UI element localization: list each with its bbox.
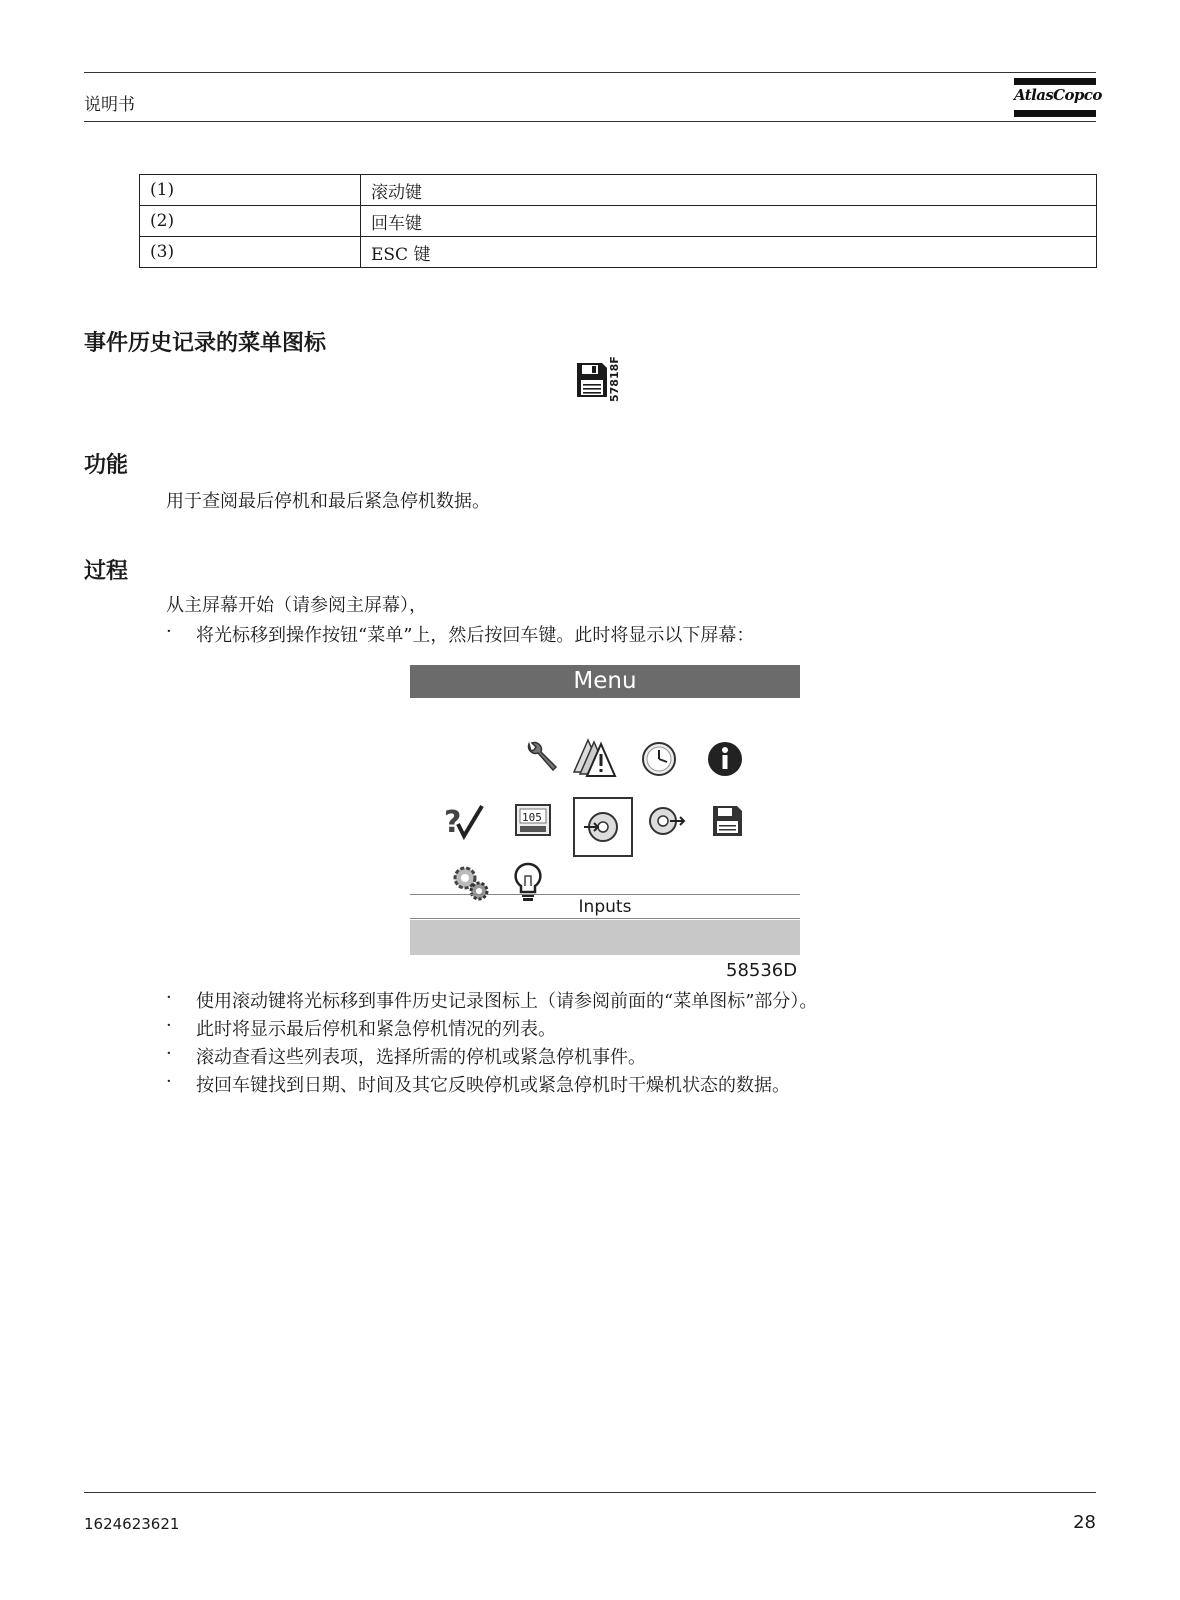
header-top-rule <box>84 72 1096 73</box>
function-description: 用于查阅最后停机和最后紧急停机数据。 <box>166 491 490 512</box>
section-heading-menu-icon: 事件历史记录的菜单图标 <box>84 331 327 356</box>
check-service-icon[interactable] <box>438 794 492 848</box>
bullet-mark: · <box>166 621 172 642</box>
step-text: 使用滚动键将光标移到事件历史记录图标上（请参阅前面的“菜单图标”部分）。 <box>196 991 818 1012</box>
bullet-mark: · <box>166 1043 172 1064</box>
header-bottom-rule <box>84 121 1096 122</box>
bullet-mark: · <box>166 987 172 1008</box>
step-text: 此时将显示最后停机和紧急停机情况的列表。 <box>196 1019 556 1040</box>
svg-text:?: ? <box>444 805 462 840</box>
step-text: 按回车键找到日期、时间及其它反映停机或紧急停机时干燥机状态的数据。 <box>196 1075 790 1096</box>
bullet-mark: · <box>166 1071 172 1092</box>
rotate-arrow-icon[interactable] <box>638 794 692 848</box>
selected-item-label: Inputs <box>578 897 632 917</box>
key-number: (2) <box>140 206 361 237</box>
figure-code: 57818F <box>608 356 621 402</box>
controller-menu-screen <box>410 665 800 955</box>
step-text: 滚动查看这些列表项，选择所需的停机或紧急停机事件。 <box>196 1047 646 1068</box>
clock-icon[interactable] <box>632 732 686 786</box>
screen-figure-code: 58536D <box>726 960 798 981</box>
footer-rule <box>84 1492 1096 1493</box>
table-row <box>140 237 1097 268</box>
inputs-arrow-icon[interactable] <box>576 800 630 854</box>
warning-triangles-icon[interactable] <box>572 732 626 786</box>
info-icon[interactable] <box>698 732 752 786</box>
key-description: ESC 键 <box>361 237 1097 268</box>
key-number: (3) <box>140 237 361 268</box>
document-type-label: 说明书 <box>84 95 135 115</box>
key-number: (1) <box>140 175 361 206</box>
page-number: 28 <box>1073 1512 1096 1533</box>
atlas-copco-logo: AtlasCopco <box>1014 78 1096 120</box>
key-description: 滚动键 <box>361 175 1097 206</box>
document-number: 1624623621 <box>84 1515 180 1533</box>
table-row <box>140 206 1097 237</box>
screen-divider <box>410 894 800 895</box>
counter-display-icon[interactable] <box>507 794 561 848</box>
key-description: 回车键 <box>361 206 1097 237</box>
screen-divider <box>410 918 800 919</box>
svg-text:105: 105 <box>522 811 542 824</box>
keys-table <box>139 174 1097 268</box>
screen-title: Menu <box>410 665 800 698</box>
section-heading-function: 功能 <box>84 453 129 478</box>
section-heading-procedure: 过程 <box>84 559 129 584</box>
table-row <box>140 175 1097 206</box>
screen-button-bar <box>410 920 800 955</box>
bullet-mark: · <box>166 1015 172 1036</box>
floppy-disk-icon <box>576 362 608 398</box>
event-history-figure <box>576 358 636 406</box>
save-disk-icon[interactable] <box>700 794 754 848</box>
menu-icon-grid <box>410 698 800 894</box>
wrench-icon[interactable] <box>515 732 569 786</box>
procedure-intro: 从主屏幕开始（请参阅主屏幕）， <box>166 595 427 616</box>
step-text: 将光标移到操作按钮“菜单”上，然后按回车键。此时将显示以下屏幕： <box>196 625 755 646</box>
